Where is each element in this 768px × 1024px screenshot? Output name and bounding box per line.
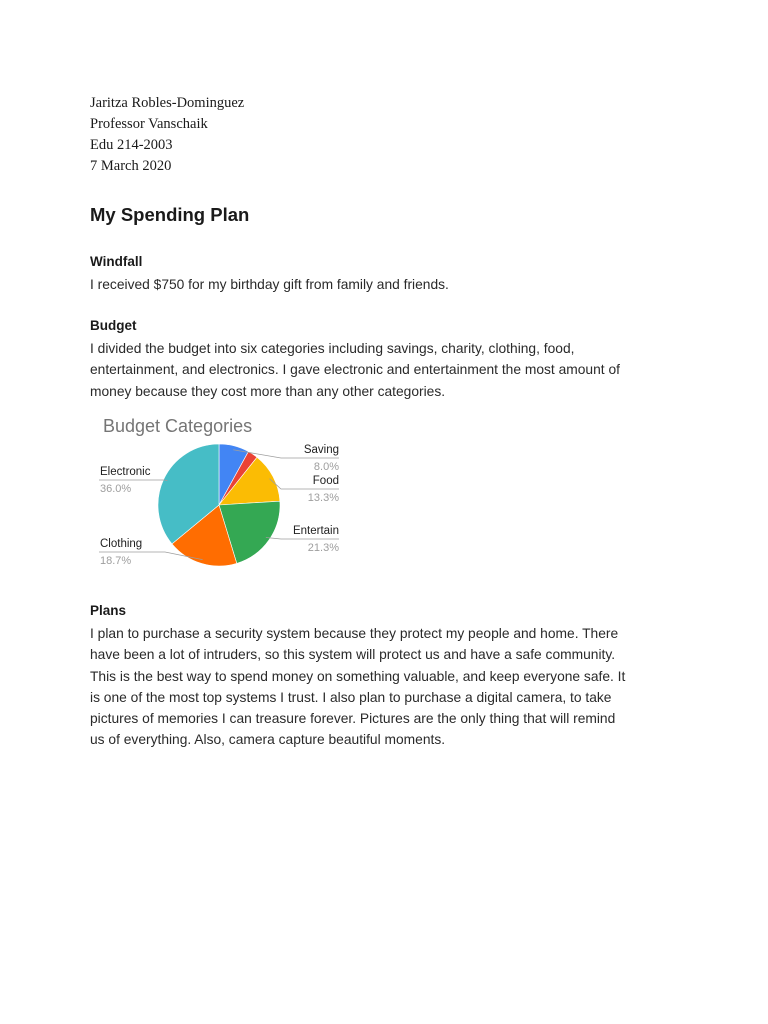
windfall-paragraph — [90, 274, 690, 295]
budget-line: money because they cost more than any other categories. — [90, 383, 446, 399]
slice-pct-food: 13.3% — [307, 492, 339, 504]
pie-chart-svg — [95, 408, 355, 583]
course-code: Edu 214-2003 — [90, 137, 173, 153]
windfall-line: I received $750 for my birthday gift from family and friends. — [90, 277, 449, 292]
budget-heading: Budget — [90, 318, 137, 333]
windfall-heading: Windfall — [90, 254, 143, 269]
slice-label-food: Food — [312, 475, 339, 487]
slice-label-clothing: Clothing — [100, 538, 143, 550]
slice-pct-electronic: 36.0% — [100, 483, 132, 495]
plans-paragraph — [90, 623, 690, 751]
slice-pct-saving: 8.0% — [313, 461, 339, 473]
plans-line: have been a lot of intruders, so this system will protect us and have a safe community. — [90, 647, 616, 663]
document-date: 7 March 2020 — [90, 158, 172, 174]
budget-line: entertainment, and electronics. I gave electronic and entertainment the most amount of — [90, 362, 620, 378]
slice-pct-clothing: 18.7% — [100, 555, 132, 567]
chart-title: Budget Categories — [103, 416, 253, 436]
author-name: Jaritza Robles-Dominguez — [90, 95, 245, 111]
leader-line-electronic — [99, 480, 167, 481]
budget-pie-chart — [95, 408, 355, 583]
slice-label-entertain: Entertain — [292, 525, 339, 537]
budget-paragraph — [90, 338, 690, 402]
plans-line: This is the best way to spend money on something valuable, and keep everyone safe. It — [90, 668, 626, 684]
budget-line: I divided the budget into six categories including savings, charity, clothing, food, — [90, 341, 575, 356]
page-title: My Spending Plan — [90, 204, 250, 225]
slice-label-saving: Saving — [303, 444, 339, 456]
plans-line: us of everything. Also, camera capture beautiful moments. — [90, 732, 446, 748]
plans-line: pictures of memories I can treasure forever. Pictures are the only thing that will remind — [90, 711, 616, 727]
plans-heading: Plans — [90, 603, 127, 618]
plans-line: is one of the most top systems I trust. I also plan to purchase a digital camera, to take — [90, 689, 612, 705]
slice-label-electronic: Electronic — [100, 466, 151, 478]
slice-pct-entertain: 21.3% — [307, 542, 339, 554]
professor-name: Professor Vanschaik — [90, 116, 208, 132]
plans-line: I plan to purchase a security system because they protect my people and home. There — [90, 626, 619, 641]
leader-line-entertain — [266, 537, 339, 539]
header-block — [90, 93, 244, 177]
